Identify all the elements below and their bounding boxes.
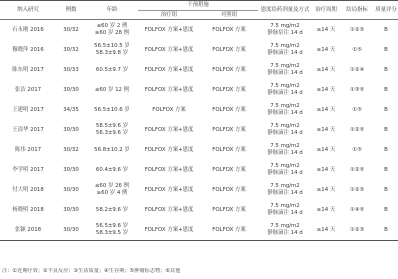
cell-dose-line: 静脉滴注 14 d [267, 90, 303, 96]
table-row [0, 180, 398, 200]
cell-dose-line: 7.5 mg/m2 [270, 23, 300, 30]
cell-age [86, 200, 138, 220]
cell-dose-line: 7.5 mg/m2 [270, 63, 300, 70]
cell-study: 王建明 2017 [12, 106, 44, 113]
cell-outcome: ①②⑤ [349, 26, 365, 33]
cell-study: 杨晓明 2018 [12, 206, 44, 213]
cell-cycle: ≥14 天 [316, 86, 336, 93]
cell-control: FOLFOX 方案 [212, 86, 246, 93]
cell-dose [258, 80, 312, 100]
header-treatment: 治疗组 [138, 11, 200, 20]
table-row [0, 100, 398, 120]
cell-age-line: ≤60 岁 12 例 [94, 86, 130, 93]
cell-n: 34/35 [63, 106, 79, 113]
cell-control: FOLFOX 方案 [212, 186, 246, 193]
cell-age [86, 20, 138, 41]
cell-dose-line: 7.5 mg/m2 [270, 223, 300, 230]
cell-study: 付大明 2018 [12, 186, 44, 193]
cell-outcome: ①⑤ [352, 146, 362, 153]
cell-outcome: ①②⑤ [349, 166, 365, 173]
cell-score: B [384, 186, 388, 193]
cell-dose [258, 220, 312, 241]
cell-n: 30/30 [63, 126, 79, 133]
cell-age [86, 220, 138, 241]
cell-cycle: ≥14 天 [316, 106, 336, 113]
cell-outcome: ①⑤ [352, 106, 362, 113]
cell-cycle: ≥14 天 [312, 220, 340, 241]
cell-study: 陈东明 2017 [12, 66, 44, 73]
cell-dose [258, 200, 312, 220]
cell-age-line: 60.5±9.7 岁 [95, 66, 129, 73]
cell-score: B [384, 66, 388, 73]
cell-treatment: FOLFOX 方案 [152, 106, 186, 113]
cell-n: 30/33 [63, 66, 79, 73]
cell-age-line: 58.3±9.8 岁 [95, 50, 129, 56]
cell-outcome: ①③⑤ [349, 86, 365, 93]
cell-age [86, 160, 138, 180]
header-intervention-group: 干预措施 [138, 1, 258, 11]
cell-dose-line: 静脉滴注 14 d [267, 170, 303, 176]
table-footnote: 注：①近期疗效；②不良反应；③生活质量；④生存期；⑤肿瘤标志物；⑥其他 [2, 268, 181, 274]
cell-score: B [384, 106, 388, 113]
table-row [0, 140, 398, 160]
cell-n: 30/32 [63, 26, 79, 33]
cell-cycle: ≥14 天 [316, 146, 336, 153]
cell-age [86, 120, 138, 140]
cell-age-line: 56.5±10.6 岁 [94, 106, 130, 113]
cell-n: 30/32 [63, 146, 79, 153]
cell-dose-line: 7.5 mg/m2 [270, 123, 300, 130]
cell-age [86, 180, 138, 200]
cell-dose-line: 7.5 mg/m2 [270, 143, 300, 150]
cell-dose-line: 7.5 mg/m2 [270, 83, 300, 90]
cell-n: 30/30 [63, 206, 79, 213]
cell-cycle: ≥14 天 [316, 166, 336, 173]
table-row [0, 20, 398, 41]
cell-cycle: ≥14 天 [316, 46, 336, 53]
cell-dose-line: 静脉泵注 14 d [267, 30, 303, 36]
cell-age [86, 140, 138, 160]
cell-age-line: 56.5±10.5 岁 [94, 43, 130, 50]
cell-age-line: ≤60 岁 2 例 [96, 23, 128, 30]
cell-cycle: ≥14 天 [316, 206, 336, 213]
cell-treatment: FOLFOX 方案+恩度 [144, 166, 194, 173]
cell-control: FOLFOX 方案 [212, 66, 246, 73]
cell-score: B [384, 146, 388, 153]
cell-dose [258, 140, 312, 160]
cell-cycle: ≥14 天 [316, 26, 336, 33]
cell-age-line: 56.5±9.6 岁 [95, 223, 129, 230]
cell-score: B [384, 166, 388, 173]
cell-dose-line: 静脉滴注 14 d [267, 70, 303, 76]
table-row [0, 220, 398, 241]
cell-control: FOLFOX 方案 [212, 206, 246, 213]
cell-treatment: FOLFOX 方案+恩度 [144, 66, 194, 73]
cell-cycle: ≥14 天 [316, 186, 336, 193]
cell-outcome: ①④⑤ [349, 206, 365, 213]
cell-outcome: ①⑤ [352, 46, 362, 53]
cell-score: B [384, 126, 388, 133]
cell-dose-line: 7.5 mg/m2 [270, 163, 300, 170]
cell-cycle: ≥14 天 [316, 126, 336, 133]
cell-study: 穆晓萍 2016 [12, 46, 44, 53]
cell-dose-line: 7.5 mg/m2 [270, 43, 300, 50]
header-n: 例数 [56, 1, 86, 20]
cell-age-line: 56.3±9.6 岁 [95, 130, 129, 136]
cell-dose [258, 20, 312, 41]
cell-dose-line: 7.5 mg/m2 [270, 183, 300, 190]
header-outcome: 结局指标 [340, 1, 374, 20]
cell-n: 30/30 [56, 220, 86, 241]
table-row [0, 120, 398, 140]
cell-dose [258, 100, 312, 120]
cell-treatment: FOLFOX 方案+恩度 [144, 86, 194, 93]
table-body [0, 20, 398, 241]
header-study: 纳入研究 [0, 1, 56, 20]
cell-control: FOLFOX 方案 [212, 46, 246, 53]
cell-dose [258, 160, 312, 180]
cell-treatment: FOLFOX 方案+恩度 [138, 220, 200, 241]
table-row [0, 80, 398, 100]
cell-dose-line: 静脉滴注 14 d [267, 190, 303, 196]
cell-age-line: ≥60 岁 4 例 [96, 190, 128, 196]
cell-age-line: 58.3±9.5 岁 [95, 230, 129, 236]
table-row [0, 160, 398, 180]
cell-control: FOLFOX 方案 [212, 126, 246, 133]
table-header [0, 1, 398, 20]
cell-age [86, 40, 138, 60]
cell-outcome: ①②③ [340, 220, 374, 241]
cell-dose-line: 静脉滴注 14 d [267, 110, 303, 116]
cell-dose [258, 40, 312, 60]
cell-control: FOLFOX 方案 [212, 146, 246, 153]
cell-outcome: ①②⑤ [349, 126, 365, 133]
cell-dose-line: 静脉滴注 14 d [267, 210, 303, 216]
cell-treatment: FOLFOX 方案+恩度 [144, 126, 194, 133]
cell-score: B [384, 46, 388, 53]
table-row [0, 200, 398, 220]
cell-age [86, 60, 138, 80]
cell-dose-line: 静脉滴注 14 d [267, 230, 303, 236]
header-dose: 恩度给药剂量及方式 [258, 1, 312, 20]
cell-dose-line: 静脉滴注 14 d [267, 130, 303, 136]
cell-control: FOLFOX 方案 [212, 166, 246, 173]
header-cycle: 治疗周期 [312, 1, 340, 20]
cell-score: B [374, 220, 398, 241]
cell-treatment: FOLFOX 方案+恩度 [144, 26, 194, 33]
cell-cycle: ≥14 天 [316, 66, 336, 73]
cell-score: B [384, 86, 388, 93]
cell-age [86, 100, 138, 120]
table-row [0, 40, 398, 60]
cell-dose-line: 7.5 mg/m2 [270, 103, 300, 110]
cell-treatment: FOLFOX 方案+恩度 [144, 46, 194, 53]
cell-study: 张洁 2017 [14, 86, 42, 93]
cell-control: FOLFOX 方案 [212, 106, 246, 113]
cell-dose-line: 静脉滴注 14 d [267, 150, 303, 156]
header-score: 质量评分 [374, 1, 398, 20]
cell-study: 李学明 2017 [12, 166, 44, 173]
cell-age-line: 56.8±10.2 岁 [94, 146, 130, 153]
cell-dose [258, 120, 312, 140]
cell-score: B [384, 26, 388, 33]
cell-n: 30/32 [63, 46, 79, 53]
cell-n: 30/30 [63, 186, 79, 193]
table-row [0, 60, 398, 80]
cell-study: 王清华 2017 [12, 126, 44, 133]
header-age: 年龄 [86, 1, 138, 20]
cell-age-line: ≤60 岁 26 例 [94, 183, 130, 190]
cell-study: 陈伟 2017 [14, 146, 42, 153]
cell-study: 石永刚 2016 [12, 26, 44, 33]
cell-control: FOLFOX 方案 [212, 26, 246, 33]
cell-age [86, 80, 138, 100]
cell-treatment: FOLFOX 方案+恩度 [144, 146, 194, 153]
cell-dose [258, 60, 312, 80]
cell-dose [258, 180, 312, 200]
cell-score: B [384, 206, 388, 213]
cell-age-line: ≥60 岁 28 例 [94, 30, 130, 36]
header-control: 对照组 [200, 11, 258, 20]
cell-n: 30/30 [63, 86, 79, 93]
cell-age-line: 58.2±9.6 岁 [95, 206, 129, 213]
cell-study: 张颖 2018 [0, 220, 56, 241]
cell-outcome: ①②⑤ [349, 186, 365, 193]
cell-control: FOLFOX 方案 [200, 220, 258, 241]
cell-outcome: ①②④ [349, 66, 365, 73]
cell-treatment: FOLFOX 方案+恩度 [144, 206, 194, 213]
cell-age-line: 60.4±9.6 岁 [95, 166, 129, 173]
cell-dose-line: 静脉滴注 14 d [267, 50, 303, 56]
cell-age-line: 58.5±9.6 岁 [95, 123, 129, 130]
cell-dose-line: 7.5 mg/m2 [270, 203, 300, 210]
cell-n: 30/30 [63, 166, 79, 173]
cell-treatment: FOLFOX 方案+恩度 [144, 186, 194, 193]
